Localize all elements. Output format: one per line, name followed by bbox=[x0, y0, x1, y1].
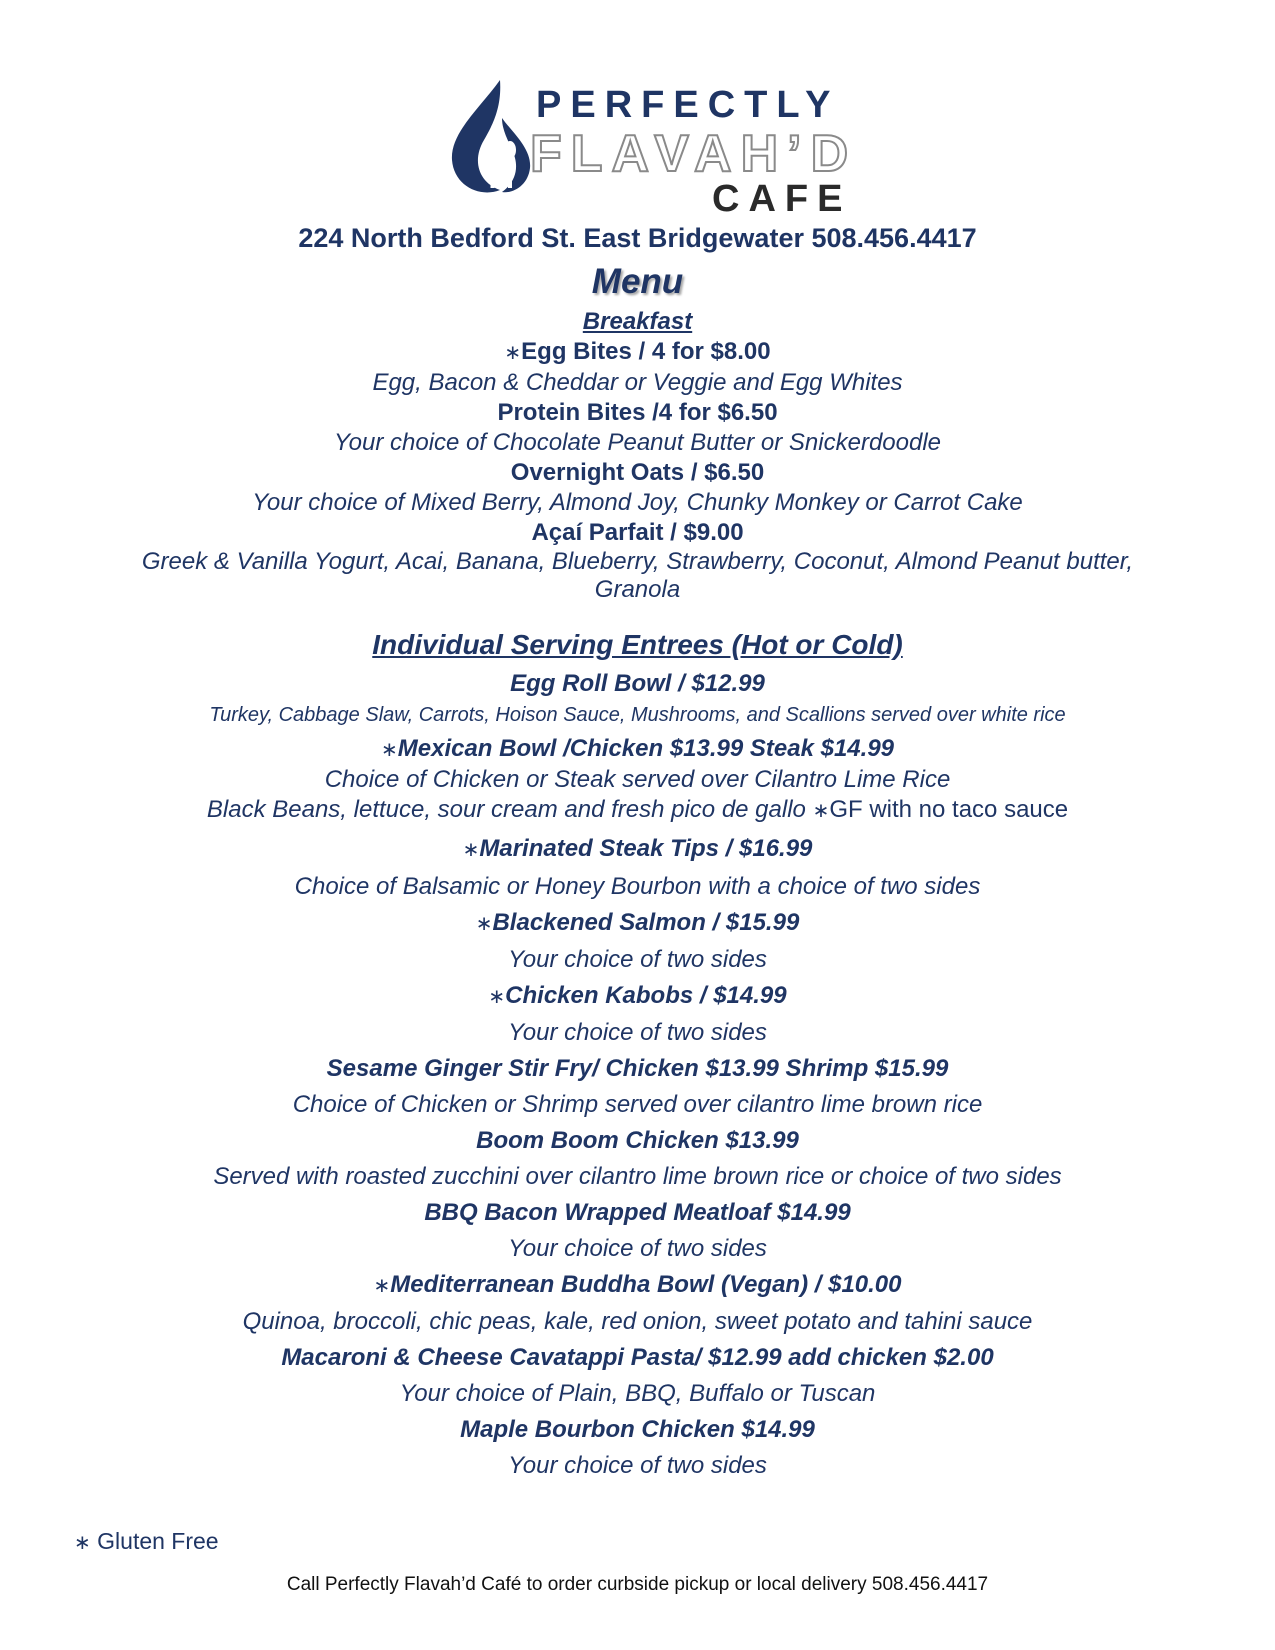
menu-item-description: Greek & Vanilla Yogurt, Acai, Banana, Blueberry, Strawberry, Coconut, Almond Peanut butter, bbox=[141, 548, 1134, 575]
menu-item-name: ∗Blackened Salmon / $15.99 bbox=[475, 909, 800, 936]
menu-item-name: BBQ Bacon Wrapped Meatloaf $14.99 bbox=[424, 1199, 851, 1226]
gluten-free-star-icon: ∗ bbox=[488, 986, 506, 1008]
gluten-free-star-icon: ∗ bbox=[475, 913, 493, 935]
menu-item-description: Your choice of Chocolate Peanut Butter or Snickerdoodle bbox=[333, 429, 942, 456]
menu-item-description: Turkey, Cabbage Slaw, Carrots, Hoison Sauce, Mushrooms, and Scallions served over white rice bbox=[209, 704, 1066, 726]
entrees-title: Individual Serving Entrees (Hot or Cold) bbox=[372, 629, 903, 660]
gluten-free-star-icon: ∗ bbox=[373, 1275, 391, 1297]
menu-item-description: Egg, Bacon & Cheddar or Veggie and Egg Whites bbox=[372, 369, 903, 396]
menu-item-name: ∗Chicken Kabobs / $14.99 bbox=[488, 982, 787, 1009]
menu-item-description: Choice of Chicken or Shrimp served over cilantro lime brown rice bbox=[292, 1091, 983, 1118]
menu-item-name: Açaí Parfait / $9.00 bbox=[531, 519, 744, 546]
menu-item-name: ∗Mediterranean Buddha Bowl (Vegan) / $10.00 bbox=[373, 1271, 902, 1298]
menu-item-description: Quinoa, broccoli, chic peas, kale, red onion, sweet potato and tahini sauce bbox=[242, 1308, 1033, 1335]
gluten-free-star-icon: ∗ bbox=[380, 739, 398, 761]
gluten-free-legend: ∗ Gluten Free bbox=[74, 1528, 219, 1554]
fork-spoon-drop-icon bbox=[450, 78, 534, 198]
menu-item-description: Served with roasted zucchini over cilantro lime brown rice or choice of two sides bbox=[213, 1163, 1062, 1190]
breakfast-section bbox=[0, 307, 1275, 604]
logo-text-flavahd: FLAVAH’D bbox=[530, 125, 858, 183]
menu-item-name: Sesame Ginger Stir Fry/ Chicken $13.99 Shrimp $15.99 bbox=[326, 1055, 949, 1082]
menu-item-name: Boom Boom Chicken $13.99 bbox=[476, 1127, 799, 1154]
logo-text-cafe: CAFE bbox=[712, 178, 852, 220]
menu-item-description-continued: Granola bbox=[594, 576, 681, 603]
menu-item-name: ∗Egg Bites / 4 for $8.00 bbox=[504, 338, 771, 365]
menu-item-description: Your choice of Mixed Berry, Almond Joy, Chunky Monkey or Carrot Cake bbox=[252, 489, 1023, 516]
menu-item-description: Choice of Chicken or Steak served over Cilantro Lime Rice bbox=[324, 766, 951, 793]
menu-item-description: Your choice of Plain, BBQ, Buffalo or Tuscan bbox=[399, 1380, 876, 1407]
menu-title: Menu bbox=[591, 262, 684, 301]
menu-item-description-continued: Black Beans, lettuce, sour cream and fresh pico de gallo ∗GF with no taco sauce bbox=[206, 796, 1069, 823]
address-line: 224 North Bedford St. East Bridgewater 508.456.4417 bbox=[298, 223, 977, 253]
breakfast-title: Breakfast bbox=[582, 308, 693, 335]
menu-item-description: Your choice of two sides bbox=[508, 1019, 767, 1046]
menu-item-name: Overnight Oats / $6.50 bbox=[510, 459, 765, 486]
menu-item-name: ∗Mexican Bowl /Chicken $13.99 Steak $14.99 bbox=[380, 735, 895, 762]
cafe-logo bbox=[450, 78, 858, 220]
menu-item-name: Egg Roll Bowl / $12.99 bbox=[510, 670, 765, 697]
menu-item-name: ∗Marinated Steak Tips / $16.99 bbox=[462, 835, 813, 862]
gluten-free-star-icon: ∗ bbox=[462, 839, 480, 861]
gluten-free-star-icon: ∗ bbox=[74, 1532, 91, 1554]
footer-order-info: Call Perfectly Flavah’d Café to order curbside pickup or local delivery 508.456.4417 bbox=[286, 1574, 989, 1595]
menu-item-name: Protein Bites /4 for $6.50 bbox=[497, 399, 778, 426]
gluten-free-star-icon: ∗ bbox=[812, 800, 830, 822]
menu-item-description: Your choice of two sides bbox=[508, 946, 767, 973]
menu-item-description: Your choice of two sides bbox=[508, 1452, 767, 1479]
gluten-free-star-icon: ∗ bbox=[504, 342, 522, 364]
logo-text-perfectly: PERFECTLY bbox=[536, 84, 840, 126]
menu-item-description: Your choice of two sides bbox=[508, 1235, 767, 1262]
menu-item-description: Choice of Balsamic or Honey Bourbon with a choice of two sides bbox=[294, 873, 981, 900]
menu-item-name: Maple Bourbon Chicken $14.99 bbox=[460, 1416, 815, 1443]
menu-item-name: Macaroni & Cheese Cavatappi Pasta/ $12.99 add chicken $2.00 bbox=[281, 1344, 994, 1371]
entrees-section bbox=[0, 628, 1275, 1484]
